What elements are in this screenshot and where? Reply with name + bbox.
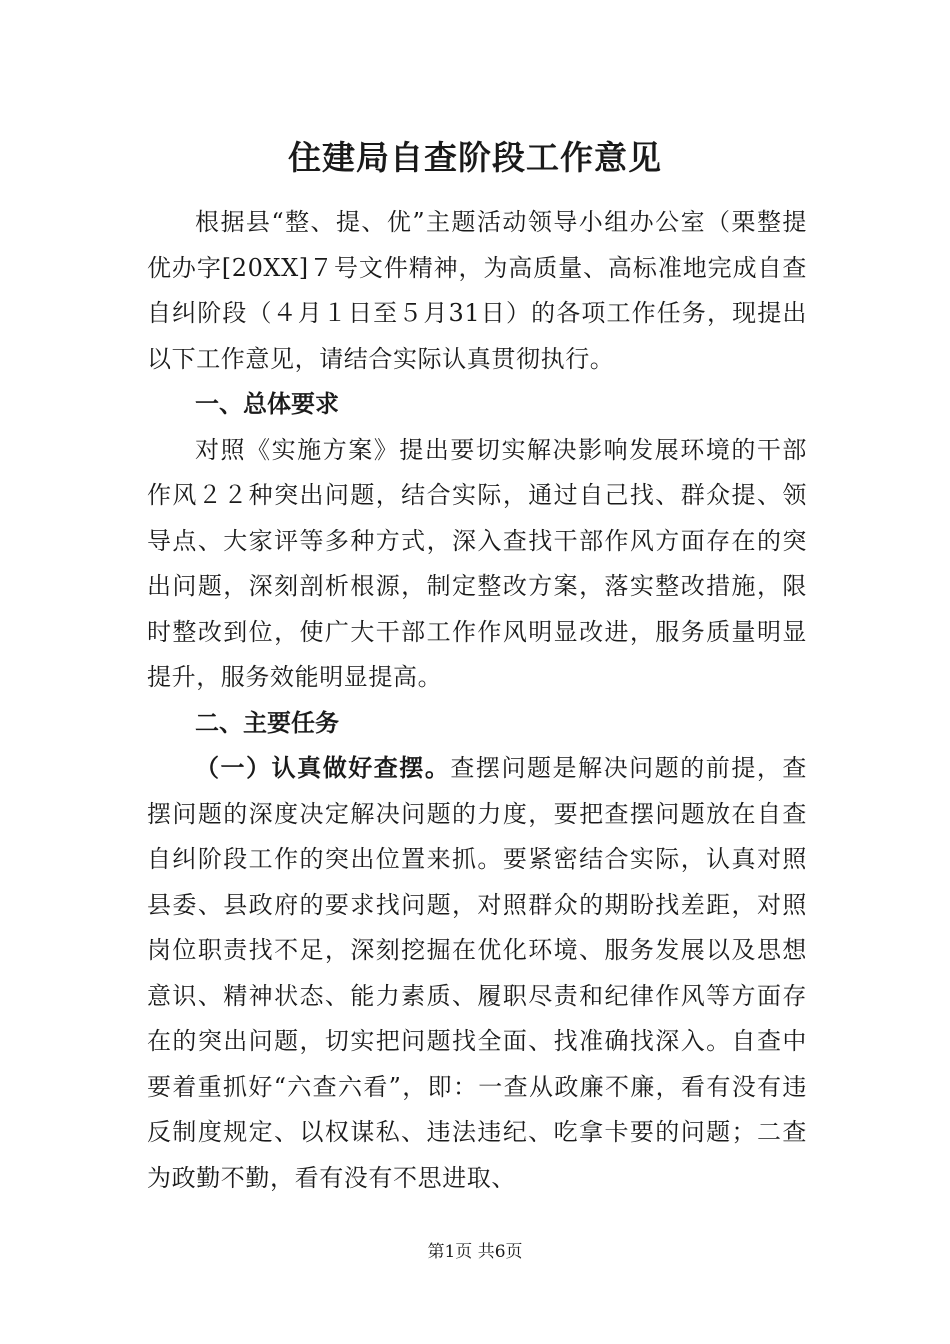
task-1-paragraph: [147, 746, 807, 1201]
document-body: [147, 200, 807, 1201]
section-heading-general-requirements: 一、总体要求: [195, 390, 339, 418]
intro-paragraph: 根据县“整、提、优”主题活动领导小组办公室（栗整提优办字[20XX]７号文件精神，为高质量、高标准地完成自查自纠阶段（４月１日至５月31日）的各项工作任务，现提出以下工作意见，请结合实际认真贯彻执行。: [147, 208, 807, 373]
task-1-lead: （一）认真做好查摆。: [195, 754, 451, 782]
general-requirements-paragraph: 对照《实施方案》提出要切实解决影响发展环境的干部作风２２种突出问题，结合实际，通过自己找、群众提、领导点、大家评等多种方式，深入查找干部作风方面存在的突出问题，深刻剖析根源，制定整改方案，落实整改措施，限时整改到位，使广大干部工作作风明显改进，服务质量明显提升，服务效能明显提高。: [147, 435, 807, 691]
page-footer: 第1页 共6页: [427, 1242, 523, 1262]
task-1-body: 查摆问题是解决问题的前提，查摆问题的深度决定解决问题的力度，要把查摆问题放在自查自纠阶段工作的突出位置来抓。要紧密结合实际，认真对照县委、县政府的要求找问题，对照群众的期盼找差距，对照岗位职责找不足，深刻挖掘在优化环境、服务发展以及思想意识、精神状态、能力素质、履职尽责和纪律作风等方面存在的突出问题，切实把问题找全面、找准确找深入。自查中要着重抓好“六查六看”，即：一查从政廉不廉，看有没有违反制度规定、以权谋私、违法违纪、吃拿卡要的问题；二查为政勤不勤，看有没有不思进取、: [147, 754, 807, 1192]
section-heading-main-tasks: 二、主要任务: [195, 708, 339, 737]
document-title: 住建局自查阶段工作意见: [288, 138, 662, 177]
